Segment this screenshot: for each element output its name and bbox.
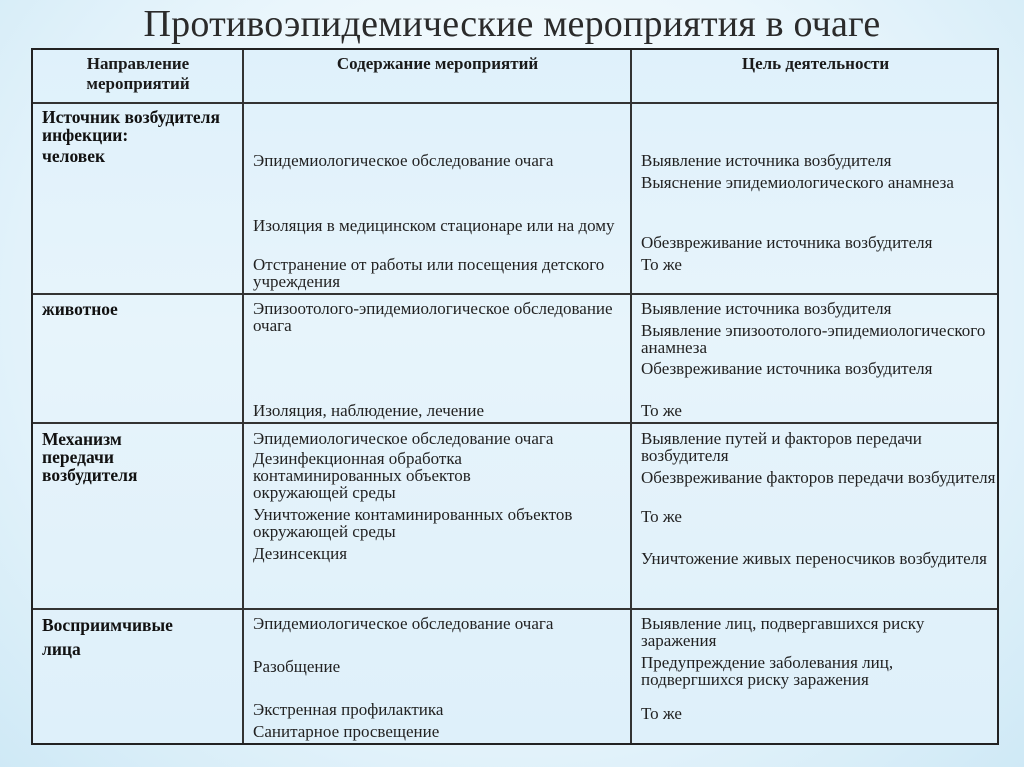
content-item: Дезинсекция [253, 544, 348, 563]
direction-line: человек [42, 146, 106, 166]
goal-item: Выявление лиц, подвергавшихся риску заражения [641, 614, 925, 650]
goal-item: Предупреждение заболевания лиц, подвергшихся риску заражения [641, 653, 894, 689]
header-direction: Направление мероприятий [86, 54, 190, 93]
content-item: Отстранение от работы или посещения детского учреждения [253, 255, 605, 291]
row-divider [33, 422, 997, 424]
content-item: Изоляция в медицинском стационаре или на дому [253, 216, 615, 235]
content-item: Изоляция, наблюдение, лечение [253, 401, 485, 420]
goal-item: То же [641, 704, 682, 723]
column-divider [630, 50, 632, 743]
content-item: Эпидемиологическое обследование очага [253, 151, 554, 170]
goal-item: Обезвреживание источника возбудителя [641, 233, 933, 252]
direction-source-label [42, 108, 237, 165]
content-item: Санитарное просвещение [253, 722, 440, 741]
row-divider [33, 608, 997, 610]
direction-mechanism-label: Механизм передачи возбудителя [42, 429, 138, 485]
goal-item: Выявление путей и факторов передачи возбудителя [641, 429, 922, 465]
goal-item: Выяснение эпидемиологического анамнеза [641, 173, 954, 192]
direction-susceptible-label [42, 616, 237, 658]
measures-table [31, 48, 999, 745]
goal-item: Обезвреживание факторов передачи возбудителя [641, 468, 996, 487]
row-divider [33, 102, 997, 104]
goal-item: Выявление источника возбудителя [641, 151, 892, 170]
goal-item: Выявление источника возбудителя [641, 299, 892, 318]
row-divider [33, 293, 997, 295]
direction-line: Источник возбудителя [42, 107, 220, 127]
goal-item: Выявление эпизоотолого-эпидемиологического анамнеза [641, 321, 986, 357]
column-divider [242, 50, 244, 743]
goal-item: Уничтожение живых переносчиков возбудителя [641, 549, 987, 568]
header-goal: Цель деятельности [741, 54, 890, 73]
content-item: Эпизоотолого-эпидемиологическое обследование очага [253, 299, 613, 335]
direction-animal-label: животное [42, 299, 118, 319]
direction-line: инфекции: [42, 125, 129, 145]
page-title: Противоэпидемические мероприятия в очаге [143, 3, 881, 45]
content-item: Экстренная профилактика [253, 700, 444, 719]
content-item: Разобщение [253, 657, 341, 676]
direction-line: Восприимчивые [42, 615, 173, 635]
goal-item: Обезвреживание источника возбудителя [641, 359, 933, 378]
content-item: Дезинфекционная обработка контаминированных объектов окружающей среды [253, 449, 471, 502]
direction-line: лица [42, 639, 81, 659]
goal-item: То же [641, 507, 682, 526]
goal-item: То же [641, 401, 682, 420]
content-item: Уничтожение контаминированных объектов окружающей среды [253, 505, 573, 541]
header-content: Содержание мероприятий [336, 54, 539, 73]
content-item: Эпидемиологическое обследование очага [253, 429, 554, 448]
content-item: Эпидемиологическое обследование очага [253, 614, 554, 633]
goal-item: То же [641, 255, 682, 274]
